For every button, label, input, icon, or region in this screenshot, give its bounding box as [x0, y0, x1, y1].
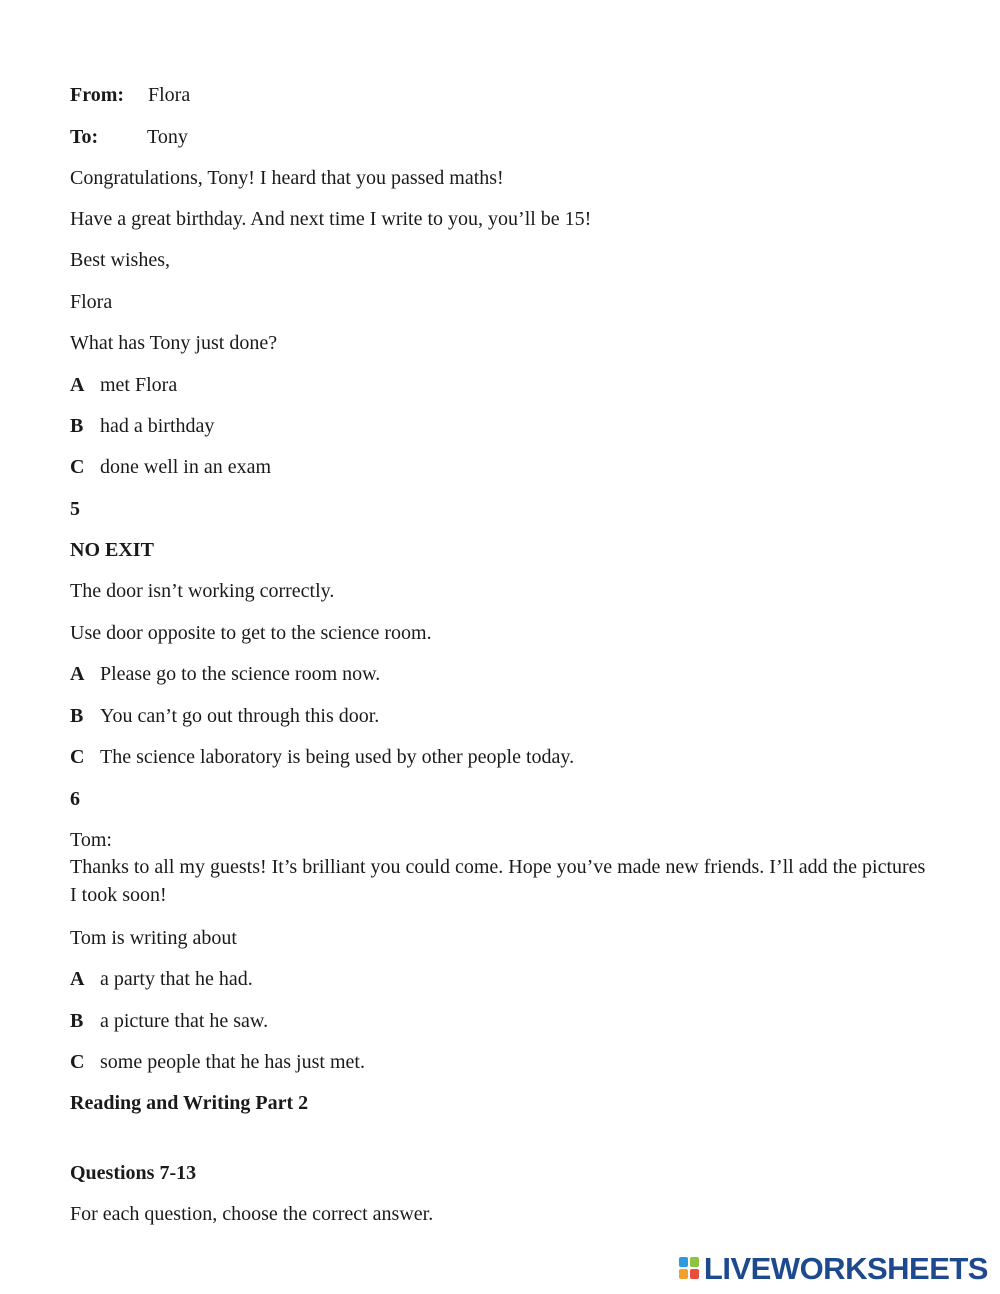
- from-row: [70, 83, 190, 107]
- from-label: From:: [70, 84, 125, 106]
- q4-option-a[interactable]: [70, 373, 177, 397]
- option-text: some people that he has just met.: [100, 1051, 365, 1073]
- option-letter: C: [70, 746, 85, 768]
- notice-line: The door isn’t working correctly.: [70, 580, 335, 602]
- option-text: a party that he had.: [100, 968, 253, 990]
- logo-text: LIVEWORKSHEETS: [703, 1251, 988, 1286]
- notice-line: Use door opposite to get to the science room.: [70, 622, 432, 644]
- message-line: Flora: [70, 291, 113, 313]
- option-text: a picture that he saw.: [100, 1010, 269, 1032]
- notice-title: NO EXIT: [70, 539, 154, 561]
- option-letter: A: [70, 968, 85, 990]
- part2-instruction: For each question, choose the correct answer.: [70, 1203, 434, 1225]
- tom-message: Thanks to all my guests! It’s brilliant you could come. Hope you’ve made new friends. I’ll add the pictures I took soon!: [70, 856, 926, 906]
- message-line: Best wishes,: [70, 249, 170, 271]
- to-label: To:: [70, 126, 99, 148]
- q6-option-a[interactable]: [70, 967, 253, 991]
- option-text: You can’t go out through this door.: [100, 705, 380, 727]
- q5-option-c[interactable]: [70, 745, 574, 769]
- option-text: met Flora: [100, 374, 178, 396]
- q4-option-b[interactable]: [70, 414, 214, 438]
- message-line: Congratulations, Tony! I heard that you passed maths!: [70, 167, 504, 189]
- option-letter: B: [70, 415, 84, 437]
- q5-option-a[interactable]: [70, 662, 380, 686]
- option-text: had a birthday: [100, 415, 215, 437]
- option-letter: C: [70, 456, 85, 478]
- q6-option-b[interactable]: [70, 1009, 268, 1033]
- liveworksheets-logo: [679, 1251, 988, 1286]
- message-line: Have a great birthday. And next time I write to you, you’ll be 15!: [70, 208, 592, 230]
- question-6-number: 6: [70, 788, 80, 810]
- message-author: Tom:: [70, 829, 112, 851]
- question-4-text: What has Tony just done?: [70, 332, 278, 354]
- from-value: Flora: [148, 84, 191, 106]
- option-letter: A: [70, 374, 85, 396]
- questions-heading: Questions 7-13: [70, 1162, 197, 1184]
- part2-heading: Reading and Writing Part 2: [70, 1092, 309, 1114]
- option-letter: C: [70, 1051, 85, 1073]
- q4-option-c[interactable]: [70, 455, 271, 479]
- option-letter: A: [70, 663, 85, 685]
- logo-mark-icon: [679, 1257, 701, 1281]
- option-letter: B: [70, 705, 84, 727]
- q6-option-c[interactable]: [70, 1050, 365, 1074]
- question-5-number: 5: [70, 498, 80, 520]
- option-text: done well in an exam: [100, 456, 272, 478]
- to-value: Tony: [147, 126, 188, 148]
- option-text: Please go to the science room now.: [100, 663, 381, 685]
- option-text: The science laboratory is being used by other people today.: [100, 746, 575, 768]
- to-row: [70, 125, 188, 149]
- question-6-text: Tom is writing about: [70, 927, 237, 949]
- q5-option-b[interactable]: [70, 704, 379, 728]
- option-letter: B: [70, 1010, 84, 1032]
